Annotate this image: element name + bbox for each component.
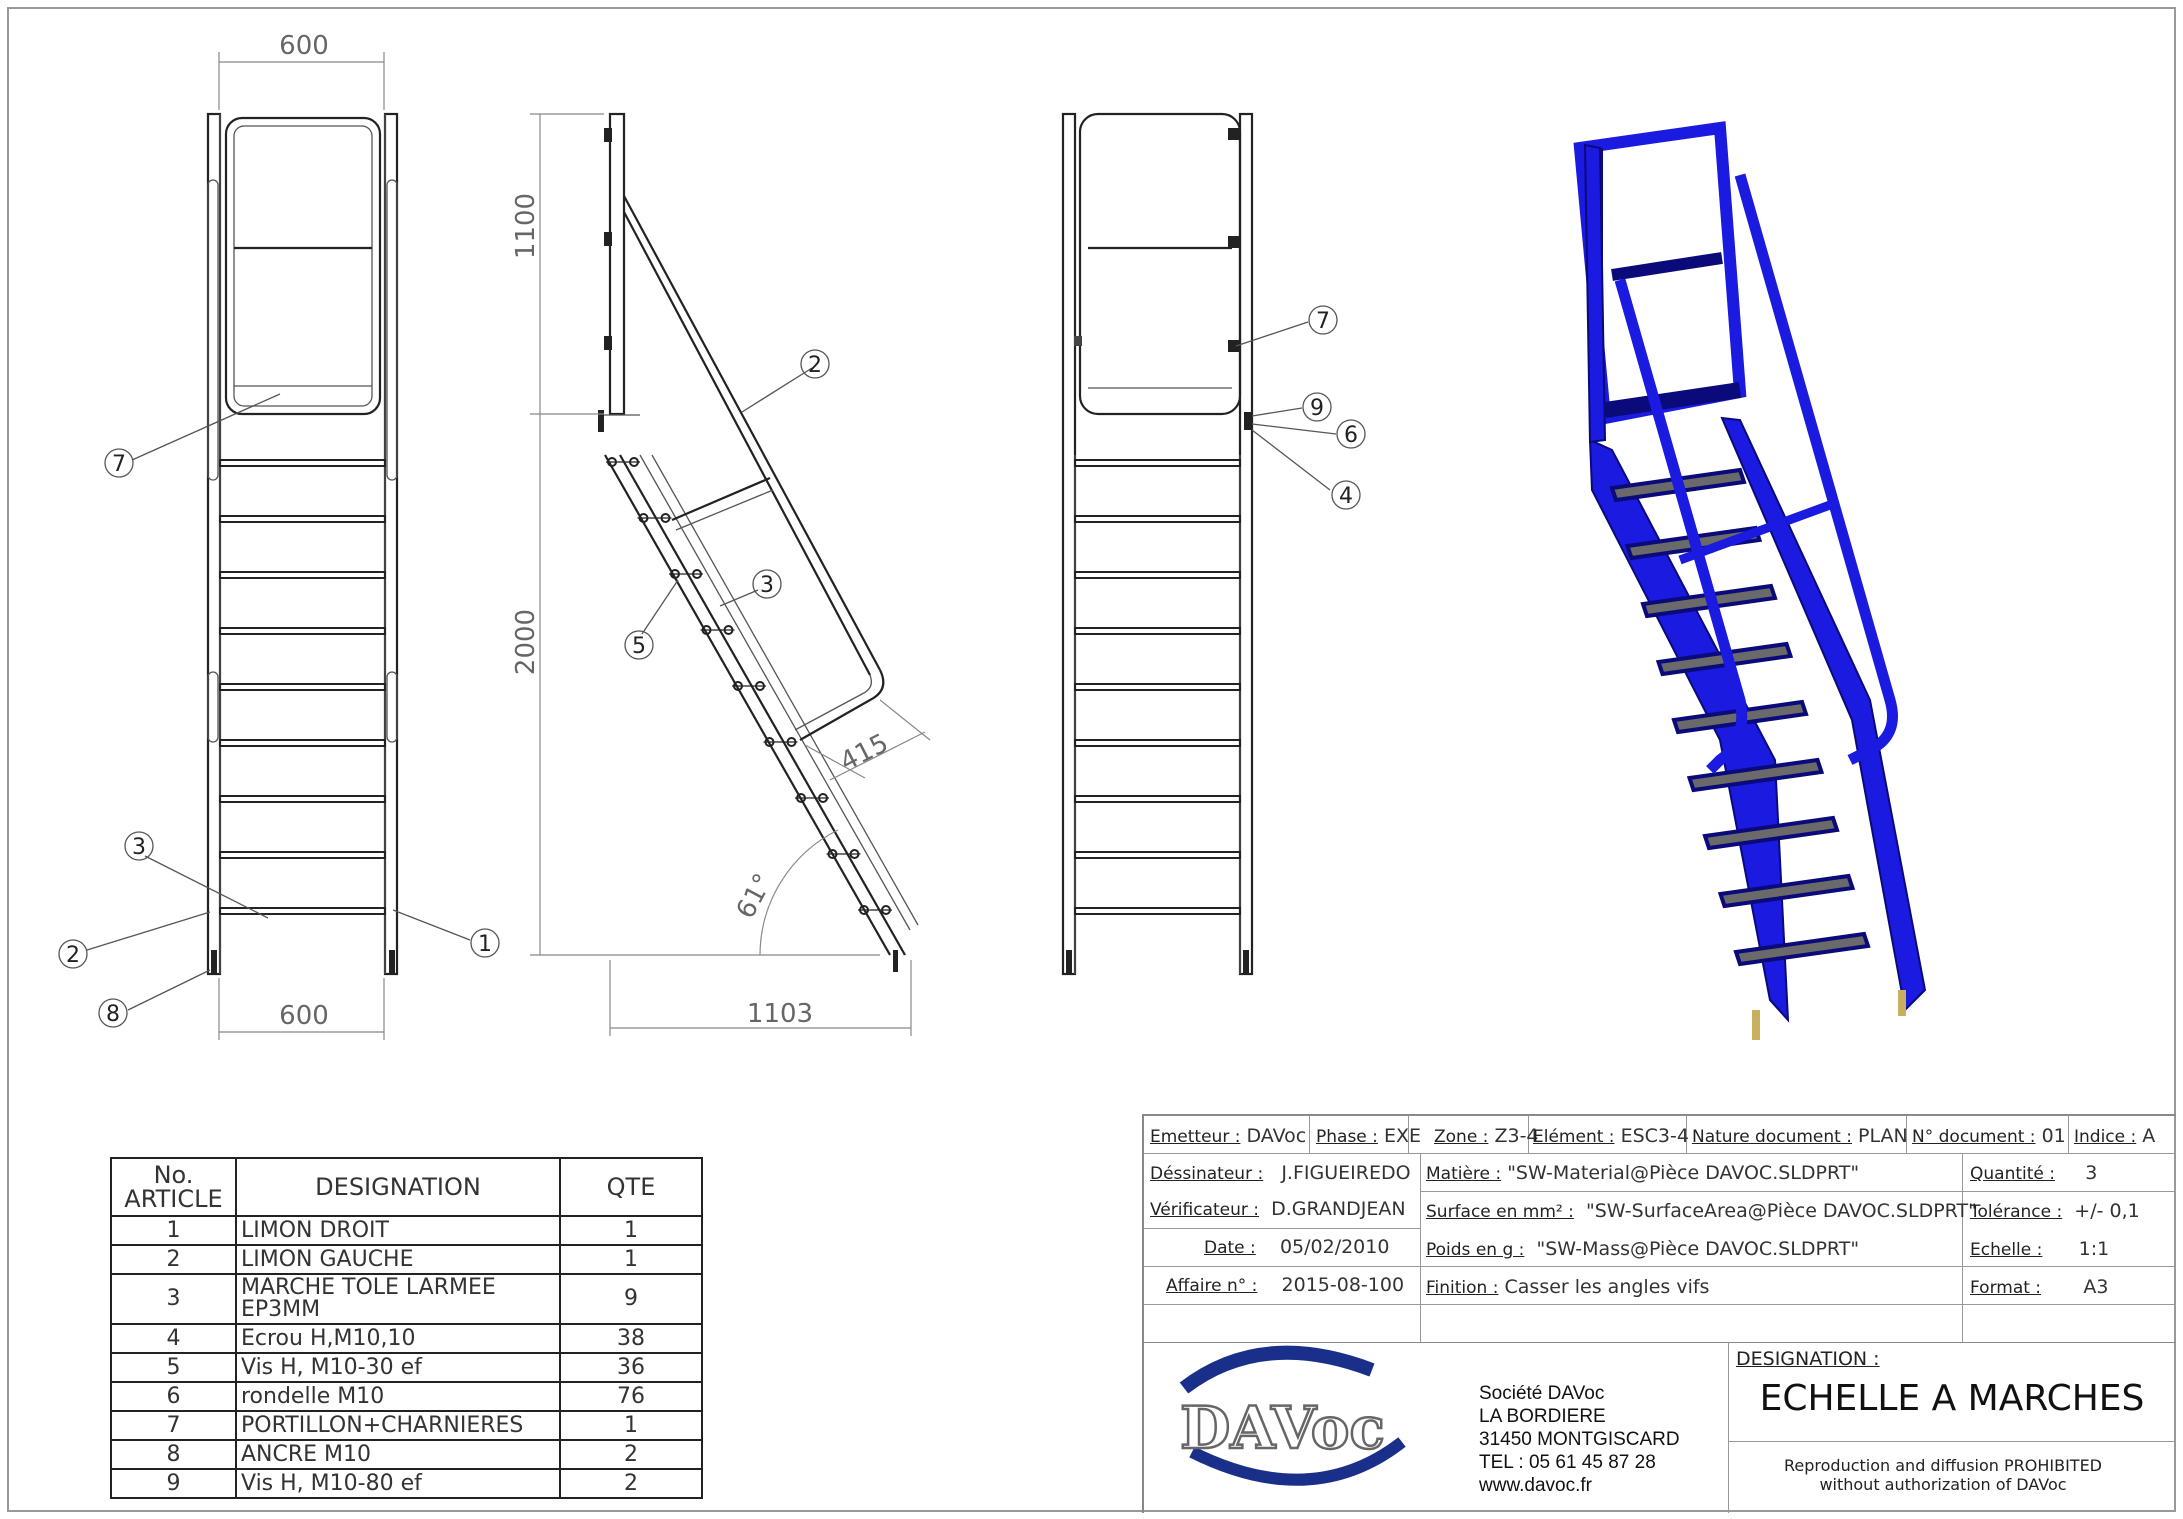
iso-step bbox=[1736, 934, 1868, 964]
callout-side-2 bbox=[801, 350, 829, 378]
bom-row bbox=[111, 1353, 702, 1382]
isometric-view bbox=[1580, 128, 1925, 1040]
front-step bbox=[220, 460, 385, 466]
phase-value: EXE bbox=[1383, 1125, 1421, 1147]
surface-value: "SW-SurfaceArea@Pièce DAVOC.SLDPRT" bbox=[1585, 1200, 1977, 1222]
bom-row bbox=[111, 1216, 702, 1245]
bom-header-article: No. ARTICLE bbox=[111, 1158, 236, 1216]
affaire-label: Affaire n° : bbox=[1166, 1276, 1258, 1296]
dessinateur-value: J.FIGUEIREDO bbox=[1281, 1162, 1411, 1184]
callout-rear-4 bbox=[1332, 481, 1360, 509]
bom-designation: rondelle M10 bbox=[236, 1382, 560, 1411]
bom-row bbox=[111, 1382, 702, 1411]
bom-header-qte: QTE bbox=[560, 1158, 702, 1216]
bom-row bbox=[111, 1324, 702, 1353]
rear-step bbox=[1075, 908, 1240, 914]
bom-designation: ANCRE M10 bbox=[236, 1440, 560, 1469]
dim-side-1103: 1103 bbox=[746, 999, 814, 1029]
front-step bbox=[220, 852, 385, 858]
logo-text: DAVoc bbox=[1180, 1394, 1385, 1462]
front-step bbox=[220, 740, 385, 746]
company-tel: TEL : 05 61 45 87 28 bbox=[1479, 1452, 1656, 1473]
callout-rear-6 bbox=[1337, 420, 1365, 448]
bom-article: 7 bbox=[111, 1411, 236, 1440]
side-view bbox=[511, 114, 930, 1036]
rear-step bbox=[1075, 460, 1240, 466]
rear-step bbox=[1075, 572, 1240, 578]
bom-designation: LIMON GAUCHE bbox=[236, 1245, 560, 1274]
echelle-value: 1:1 bbox=[2078, 1238, 2110, 1260]
finition-value: Casser les angles vifs bbox=[1504, 1276, 1710, 1298]
svg-text:2: 2 bbox=[808, 353, 822, 378]
callout-side-5 bbox=[625, 631, 653, 659]
rear-step bbox=[1075, 516, 1240, 522]
notice bbox=[1728, 1456, 2158, 1494]
front-step bbox=[220, 796, 385, 802]
bom-row bbox=[111, 1274, 702, 1324]
svg-text:3: 3 bbox=[760, 573, 774, 598]
svg-text:5: 5 bbox=[632, 634, 646, 659]
rear-step bbox=[1075, 628, 1240, 634]
callout-front-1 bbox=[471, 929, 499, 957]
ndoc-label: N° document : bbox=[1912, 1127, 2036, 1147]
callout-rear-9 bbox=[1303, 393, 1331, 421]
svg-text:1: 1 bbox=[478, 932, 492, 957]
bom-designation: PORTILLON+CHARNIERES bbox=[236, 1411, 560, 1440]
bom-qte: 38 bbox=[560, 1324, 702, 1353]
dim-front-top: 600 bbox=[279, 31, 329, 61]
tolerance-value: +/- 0,1 bbox=[2074, 1200, 2140, 1222]
svg-text:6: 6 bbox=[1344, 423, 1358, 448]
tolerance-label: Tolérance : bbox=[1970, 1202, 2063, 1222]
iso-step bbox=[1721, 876, 1853, 906]
bom-article: 2 bbox=[111, 1245, 236, 1274]
date-label: Date : bbox=[1204, 1238, 1256, 1258]
element-value: ESC3-4 bbox=[1620, 1125, 1689, 1147]
poids-label: Poids en g : bbox=[1426, 1240, 1525, 1260]
bom-qte: 1 bbox=[560, 1245, 702, 1274]
verificateur-label: Vérificateur : bbox=[1150, 1200, 1259, 1220]
bom-row bbox=[111, 1411, 702, 1440]
dim-front-bottom: 600 bbox=[279, 1001, 329, 1031]
bom-qte: 36 bbox=[560, 1353, 702, 1382]
verificateur-value: D.GRANDJEAN bbox=[1271, 1198, 1406, 1220]
front-view bbox=[59, 31, 499, 1040]
bom-article: 6 bbox=[111, 1382, 236, 1411]
bom-article: 5 bbox=[111, 1353, 236, 1382]
bom-article: 4 bbox=[111, 1324, 236, 1353]
date-value: 05/02/2010 bbox=[1279, 1236, 1390, 1258]
quantite-label: Quantité : bbox=[1970, 1164, 2055, 1184]
emetteur-value: DAVoc bbox=[1246, 1125, 1307, 1147]
bom-header-row bbox=[111, 1158, 702, 1216]
ndoc-value: 01 bbox=[2041, 1125, 2066, 1147]
bom-row bbox=[111, 1440, 702, 1469]
callout-side-3 bbox=[753, 570, 781, 598]
bom-qte: 2 bbox=[560, 1469, 702, 1498]
front-step bbox=[220, 628, 385, 634]
rear-view bbox=[1063, 114, 1365, 974]
front-step bbox=[220, 684, 385, 690]
company-info bbox=[1479, 1382, 1680, 1497]
svg-text:4: 4 bbox=[1339, 484, 1353, 509]
bom-article: 1 bbox=[111, 1216, 236, 1245]
indice-value: A bbox=[2142, 1125, 2156, 1147]
nature-value: PLAN bbox=[1858, 1125, 1908, 1147]
format-label: Format : bbox=[1970, 1278, 2042, 1298]
dim-angle: 61° bbox=[730, 868, 780, 924]
bom-header-designation: DESIGNATION bbox=[236, 1158, 560, 1216]
finition-label: Finition : bbox=[1426, 1278, 1499, 1298]
bom-row bbox=[111, 1469, 702, 1498]
dim-side-1100: 1100 bbox=[511, 192, 541, 260]
surface-label: Surface en mm² : bbox=[1426, 1202, 1574, 1222]
front-step bbox=[220, 572, 385, 578]
rear-step bbox=[1075, 684, 1240, 690]
designation-title: ECHELLE A MARCHES bbox=[1759, 1378, 2145, 1419]
company-name: Société DAVoc bbox=[1479, 1383, 1605, 1404]
bom-row bbox=[111, 1245, 702, 1274]
element-label: Elément : bbox=[1533, 1127, 1615, 1147]
callout-front-7 bbox=[105, 449, 133, 477]
notice-line-2: without authorization of DAVoc bbox=[1819, 1475, 2067, 1494]
front-step bbox=[220, 516, 385, 522]
callout-front-2 bbox=[59, 940, 87, 968]
bom-designation: Vis H, M10-80 ef bbox=[236, 1469, 560, 1498]
bom-article: 9 bbox=[111, 1469, 236, 1498]
callout-front-3 bbox=[125, 832, 153, 860]
echelle-label: Echelle : bbox=[1970, 1240, 2043, 1260]
affaire-value: 2015-08-100 bbox=[1281, 1274, 1405, 1296]
company-address2: 31450 MONTGISCARD bbox=[1479, 1429, 1680, 1450]
poids-value: "SW-Mass@Pièce DAVOC.SLDPRT" bbox=[1536, 1238, 1860, 1260]
dessinateur-label: Déssinateur : bbox=[1150, 1164, 1264, 1184]
zone-value: Z3-4 bbox=[1494, 1125, 1539, 1147]
bom-designation: Vis H, M10-30 ef bbox=[236, 1353, 560, 1382]
bom-qte: 2 bbox=[560, 1440, 702, 1469]
bom-qte: 9 bbox=[560, 1274, 702, 1324]
rear-step bbox=[1075, 852, 1240, 858]
davoc-logo bbox=[1172, 1322, 1462, 1492]
bom-article: 3 bbox=[111, 1274, 236, 1324]
bom-designation: MARCHE TOLE LARMEE EP3MM bbox=[236, 1274, 560, 1324]
designation-label: DESIGNATION : bbox=[1736, 1348, 1880, 1370]
svg-text:7: 7 bbox=[1316, 309, 1330, 334]
phase-label: Phase : bbox=[1316, 1127, 1378, 1147]
callout-rear-7 bbox=[1309, 306, 1337, 334]
emetteur-label: Emetteur : bbox=[1150, 1127, 1241, 1147]
bom-designation: LIMON DROIT bbox=[236, 1216, 560, 1245]
quantite-value: 3 bbox=[2085, 1162, 2098, 1184]
svg-text:7: 7 bbox=[112, 452, 126, 477]
bill-of-materials bbox=[110, 1157, 703, 1499]
bom-article: 8 bbox=[111, 1440, 236, 1469]
dim-handrail-415: 415 bbox=[835, 728, 894, 778]
company-address1: LA BORDIERE bbox=[1479, 1406, 1606, 1427]
svg-text:8: 8 bbox=[106, 1002, 120, 1027]
bom-designation: Ecrou H,M10,10 bbox=[236, 1324, 560, 1353]
indice-label: Indice : bbox=[2074, 1127, 2137, 1147]
nature-label: Nature document : bbox=[1692, 1127, 1852, 1147]
title-block bbox=[1142, 1114, 2176, 1513]
rear-step bbox=[1075, 796, 1240, 802]
format-value: A3 bbox=[2083, 1276, 2109, 1298]
callout-front-8 bbox=[99, 999, 127, 1027]
front-step bbox=[220, 908, 385, 914]
rear-step bbox=[1075, 740, 1240, 746]
svg-text:3: 3 bbox=[132, 835, 146, 860]
bom-qte: 76 bbox=[560, 1382, 702, 1411]
company-web: www.davoc.fr bbox=[1479, 1475, 1592, 1496]
zone-label: Zone : bbox=[1434, 1127, 1489, 1147]
bom-qte: 1 bbox=[560, 1411, 702, 1440]
matiere-value: "SW-Material@Pièce DAVOC.SLDPRT" bbox=[1507, 1162, 1860, 1184]
notice-line-1: Reproduction and diffusion PROHIBITED bbox=[1784, 1456, 2102, 1475]
matiere-label: Matière : bbox=[1426, 1164, 1502, 1184]
dim-side-2000: 2000 bbox=[511, 608, 541, 676]
bom-qte: 1 bbox=[560, 1216, 702, 1245]
svg-text:2: 2 bbox=[66, 943, 80, 968]
svg-text:9: 9 bbox=[1310, 396, 1324, 421]
